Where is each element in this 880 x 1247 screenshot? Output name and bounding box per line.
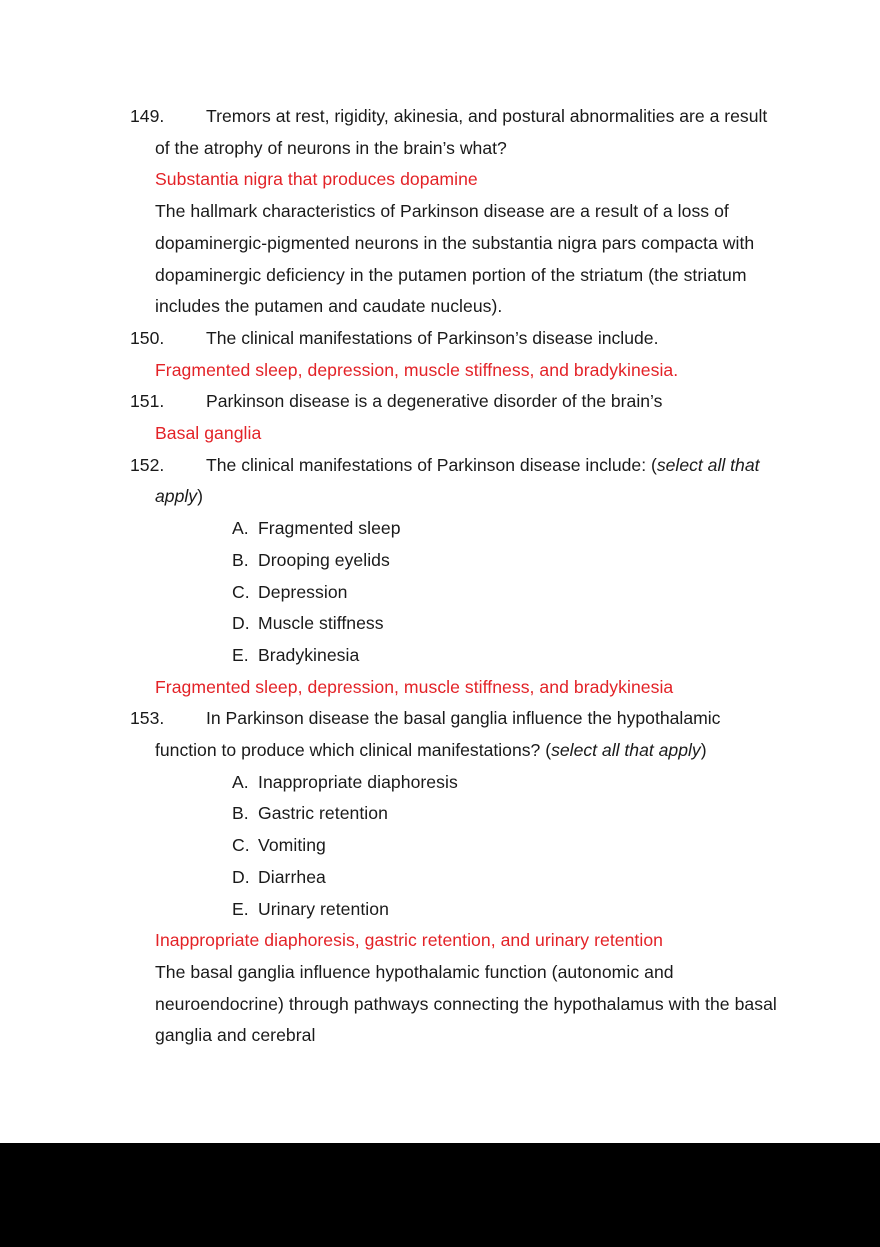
question-number: 152.: [130, 454, 165, 475]
question-text-emphasis: select all that apply: [155, 454, 760, 507]
option-letter: C.: [232, 835, 250, 856]
list-item: [130, 894, 780, 926]
option-label: Depression: [258, 581, 348, 602]
question-text-lead: The clinical manifestations of Parkinson disease include: (: [206, 454, 657, 475]
question-number: 153.: [130, 708, 165, 729]
question-item-153: [130, 703, 780, 766]
list-item: [130, 513, 780, 545]
question-text-tail: ): [197, 486, 203, 507]
option-letter: A.: [232, 771, 249, 792]
list-item: [130, 767, 780, 799]
question-item-149: [130, 101, 780, 164]
option-letter: A.: [232, 518, 249, 539]
question-text: [155, 703, 780, 766]
list-item: [130, 577, 780, 609]
option-label: Bradykinesia: [258, 644, 360, 665]
question-number: 151.: [130, 391, 165, 412]
question-text: [155, 450, 780, 513]
question-text-tail: ): [700, 740, 707, 761]
question-text: Tremors at rest, rigidity, akinesia, and postural abnormalities are a result of the atrophy of neurons in the brain’s what?: [155, 106, 768, 158]
question-number: 149.: [130, 106, 165, 126]
question-item-152: [130, 450, 780, 513]
option-letter: D.: [232, 866, 250, 887]
option-label: Diarrhea: [258, 866, 326, 887]
document-body: [130, 101, 780, 1052]
question-text-lead: In Parkinson disease the basal ganglia influence the hypothalamic function to produce which clinical manifestations? (: [155, 708, 721, 761]
explanation-text-149: The hallmark characteristics of Parkinson disease are a result of a loss of dopaminergic-pigmented neurons in the substantia nigra pars compacta with dopaminergic deficiency in the putamen portion of the striatum (the striatum includes the putamen and caudate nucleus).: [155, 201, 755, 317]
option-label: Gastric retention: [258, 803, 388, 824]
answer-text-150: Fragmented sleep, depression, muscle stiffness, and bradykinesia.: [155, 359, 679, 380]
option-label: Drooping eyelids: [258, 549, 390, 570]
answer-text-152: Fragmented sleep, depression, muscle stiffness, and bradykinesia: [155, 676, 674, 697]
option-label: Urinary retention: [258, 898, 389, 919]
option-letter: E.: [232, 898, 249, 919]
option-list-153: [130, 767, 780, 926]
option-list-152: [130, 513, 780, 672]
option-label: Muscle stiffness: [258, 613, 384, 634]
list-item: [130, 862, 780, 894]
page-bottom-black-bar: [0, 1143, 880, 1247]
option-label: Inappropriate diaphoresis: [258, 771, 458, 792]
option-label: Vomiting: [258, 835, 326, 856]
question-text: Parkinson disease is a degenerative disorder of the brain’s: [206, 391, 663, 412]
question-text: The clinical manifestations of Parkinson’s disease include.: [206, 327, 659, 348]
list-item: [130, 640, 780, 672]
answer-text-153: Inappropriate diaphoresis, gastric retention, and urinary retention: [155, 930, 664, 951]
option-letter: B.: [232, 549, 249, 570]
list-item: [130, 830, 780, 862]
question-number: 150.: [130, 327, 165, 348]
option-label: Fragmented sleep: [258, 518, 401, 539]
explanation-text-153: The basal ganglia influence hypothalamic function (autonomic and neuroendocrine) through pathways connecting the hypothalamus with the basal ganglia and cerebral: [155, 961, 777, 1046]
question-item-151: [130, 386, 780, 418]
option-letter: C.: [232, 581, 250, 602]
question-item-150: [130, 323, 780, 355]
answer-text-149: Substantia nigra that produces dopamine: [155, 169, 478, 190]
list-item: [130, 608, 780, 640]
option-letter: D.: [232, 613, 250, 634]
option-letter: B.: [232, 803, 249, 824]
list-item: [130, 798, 780, 830]
question-text-emphasis: select all that apply: [551, 740, 701, 761]
answer-text-151: Basal ganglia: [155, 423, 262, 444]
list-item: [130, 545, 780, 577]
option-letter: E.: [232, 644, 249, 665]
